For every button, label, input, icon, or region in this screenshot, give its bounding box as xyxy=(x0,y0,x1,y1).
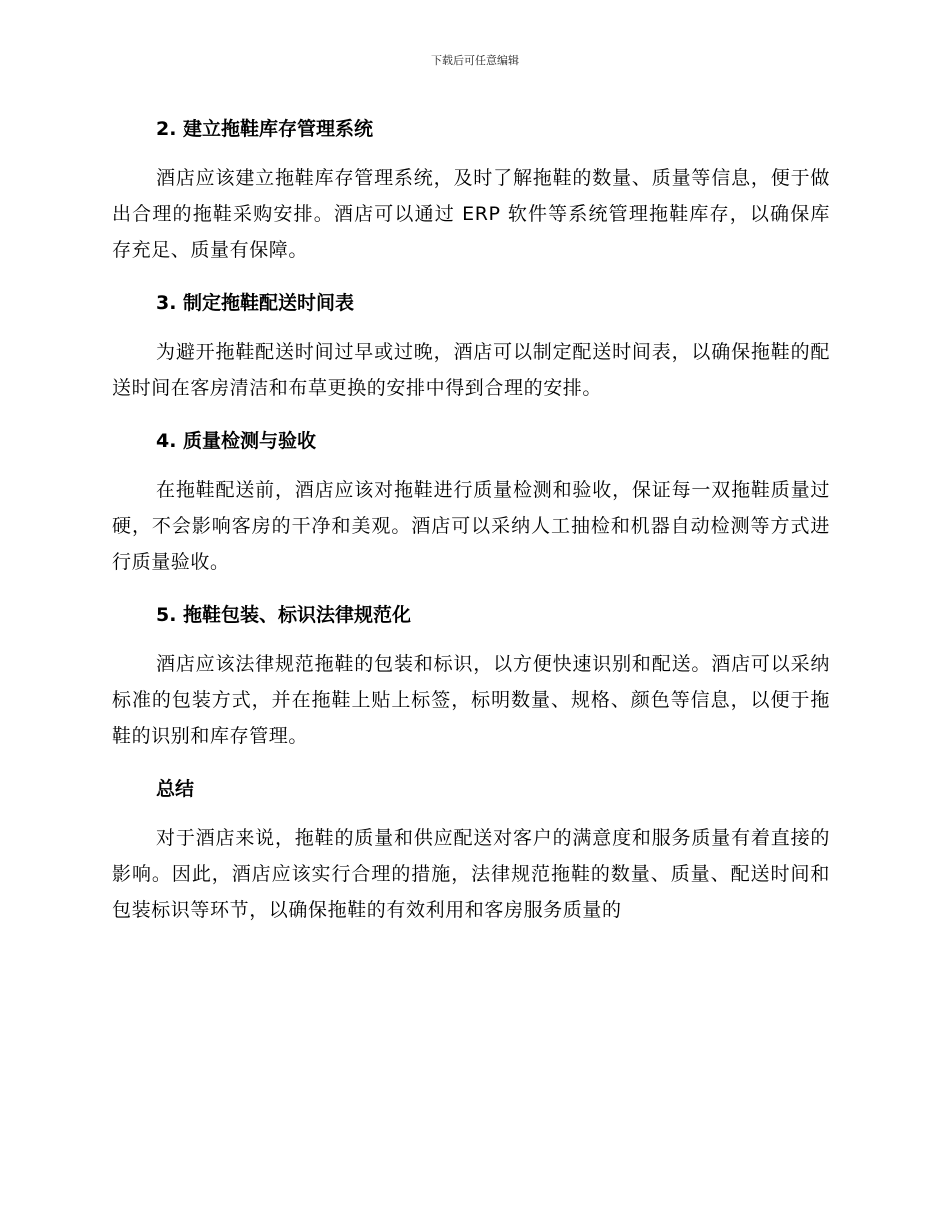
section-heading-summary: 总结 xyxy=(156,778,195,800)
section-paragraph-inventory-system: 酒店应该建立拖鞋库存管理系统，及时了解拖鞋的数量、质量等信息，便于做出合理的拖鞋采购安排。酒店可以通过 ERP 软件等系统管理拖鞋库存，以确保库存充足、质量有保障。 xyxy=(112,167,830,261)
section-heading-packaging-labeling: 5. 拖鞋包装、标识法律规范化 xyxy=(156,604,412,626)
section-heading-quality-inspection: 4. 质量检测与验收 xyxy=(156,430,317,452)
page-header: 下载后可任意编辑 xyxy=(431,54,519,67)
section-paragraph-summary: 对于酒店来说，拖鞋的质量和供应配送对客户的满意度和服务质量有着直接的影响。因此，酒店应该实行合理的措施，法律规范拖鞋的数量、质量、配送时间和包装标识等环节，以确保拖鞋的有效利用和客房服务质量的 xyxy=(112,827,830,921)
section-heading-delivery-schedule: 3. 制定拖鞋配送时间表 xyxy=(156,292,355,314)
section-heading-inventory-system: 2. 建立拖鞋库存管理系统 xyxy=(156,118,374,140)
section-paragraph-delivery-schedule: 为避开拖鞋配送时间过早或过晚，酒店可以制定配送时间表，以确保拖鞋的配送时间在客房清洁和布草更换的安排中得到合理的安排。 xyxy=(112,341,830,399)
section-paragraph-quality-inspection: 在拖鞋配送前，酒店应该对拖鞋进行质量检测和验收，保证每一双拖鞋质量过硬，不会影响客房的干净和美观。酒店可以采纳人工抽检和机器自动检测等方式进行质量验收。 xyxy=(112,479,830,573)
section-paragraph-packaging-labeling: 酒店应该法律规范拖鞋的包装和标识，以方便快速识别和配送。酒店可以采纳标准的包装方式，并在拖鞋上贴上标签，标明数量、规格、颜色等信息，以便于拖鞋的识别和库存管理。 xyxy=(112,653,830,747)
document-body xyxy=(112,110,830,928)
